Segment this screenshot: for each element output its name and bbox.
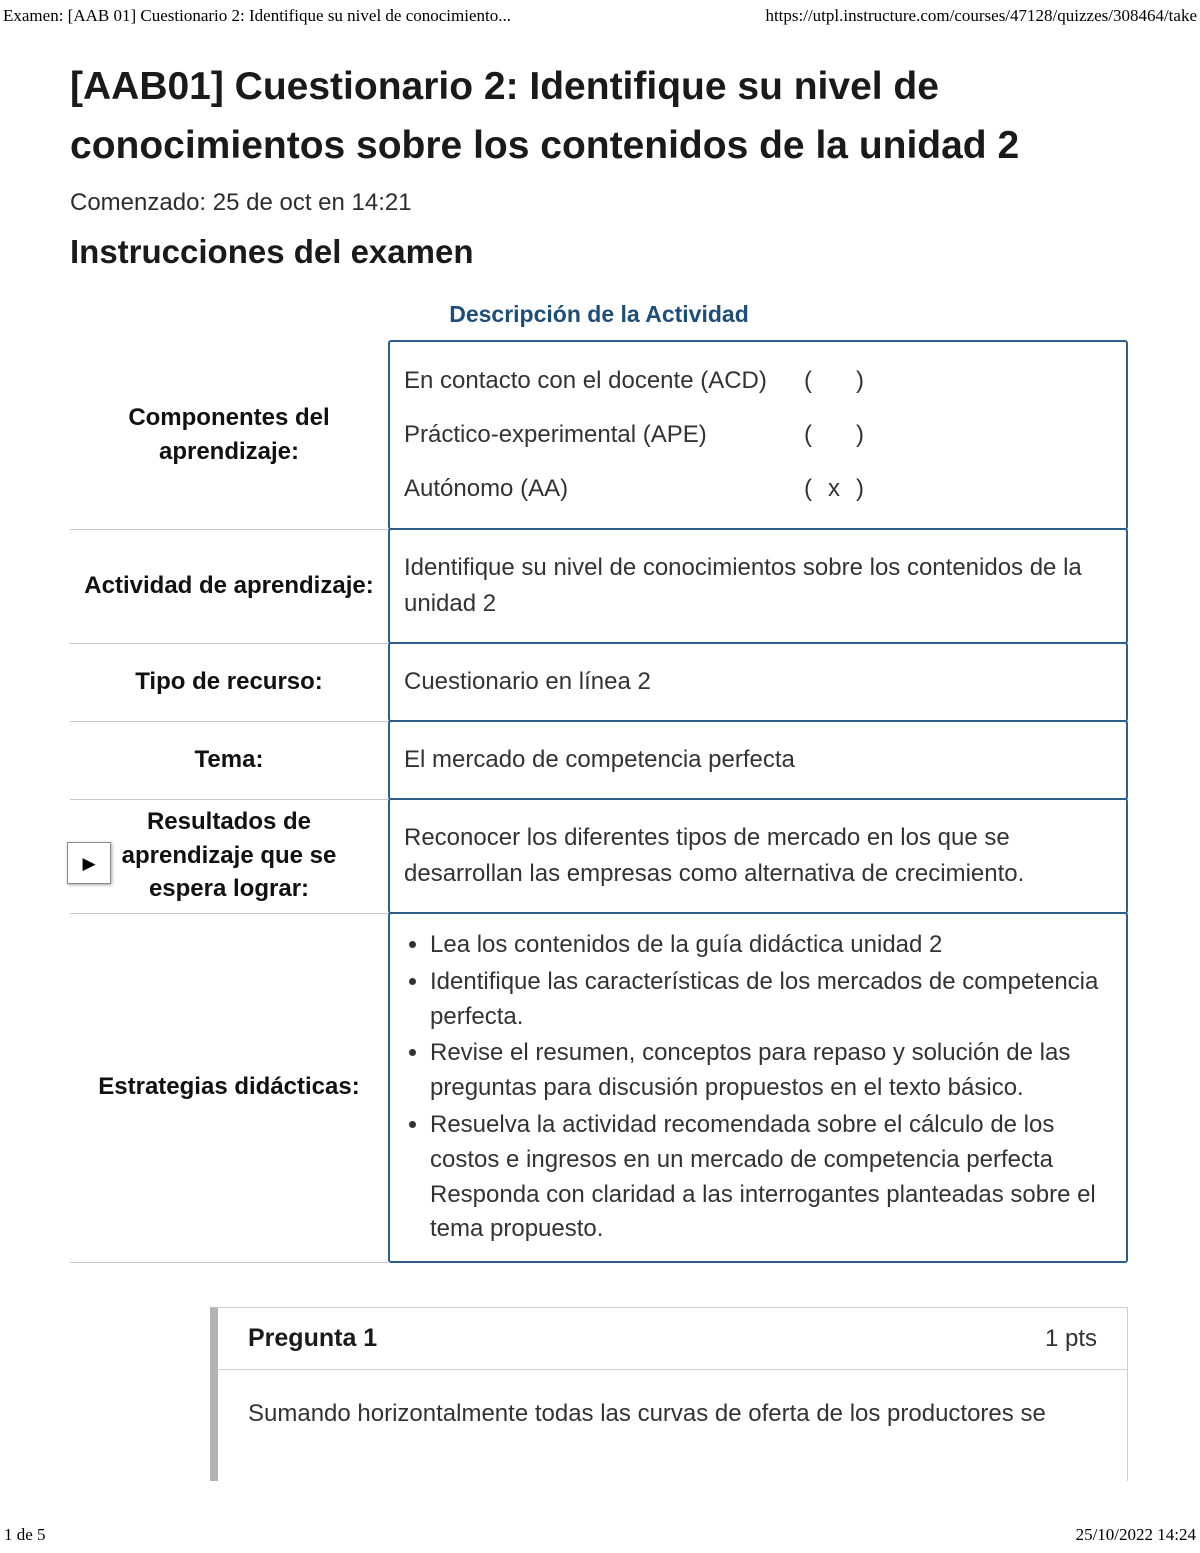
strategies-list: [404, 928, 1106, 1247]
table-row-activity: [70, 528, 1128, 644]
print-timestamp: 25/10/2022 14:24: [1075, 1525, 1196, 1544]
row-value-strategies: [388, 912, 1128, 1263]
row-label-activity: Actividad de aprendizaje:: [70, 528, 388, 644]
row-label-components: Componentes del aprendizaje:: [70, 340, 388, 530]
paren-open: (: [804, 421, 812, 448]
play-icon: ▶: [82, 853, 96, 873]
question-text: Sumando horizontalmente todas las curvas de oferta de los productores se: [248, 1400, 1046, 1428]
row-value-resource: Cuestionario en línea 2: [388, 642, 1128, 722]
table-row-outcomes: [70, 798, 1128, 914]
paren-close: ): [856, 367, 864, 394]
print-header-title: Examen: [AAB 01] Cuestionario 2: Identifique su nivel de conocimiento...: [3, 6, 511, 25]
print-header-url: https://utpl.instructure.com/courses/47128/quizzes/308464/take: [765, 6, 1197, 25]
print-header: [0, 6, 1200, 26]
activity-table-title: Descripción de la Actividad: [449, 301, 749, 327]
instructions-heading: Instrucciones del examen: [70, 233, 474, 270]
question-title: Pregunta 1: [248, 1324, 378, 1353]
video-play-button[interactable]: [67, 842, 111, 884]
question-points: 1 pts: [1044, 1324, 1097, 1352]
row-value-components: [388, 340, 1128, 530]
paren-open: (: [804, 367, 812, 394]
component-mark: x: [828, 475, 840, 502]
table-row-resource: [70, 642, 1128, 722]
row-label-strategies: Estrategias didácticas:: [70, 912, 388, 1263]
row-value-topic: El mercado de competencia perfecta: [388, 720, 1128, 800]
activity-description-table: [70, 340, 1128, 1263]
component-line: [404, 354, 1106, 408]
strategy-item: • Lea los contenidos de la guía didáctica unidad 2: [430, 928, 1106, 963]
table-row-components: [70, 340, 1128, 530]
strategy-item: • Resuelva la actividad recomendada sobre el cálculo de los costos e ingresos en un mercado de competencia perfecta Responda con claridad a las interrogantes planteadas sobre el tema propuesto.: [430, 1108, 1106, 1247]
print-footer: [0, 1525, 1200, 1545]
paren-close: ): [856, 421, 864, 448]
row-value-activity: Identifique su nivel de conocimientos sobre los contenidos de la unidad 2: [388, 528, 1128, 644]
exam-title: [AAB01] Cuestionario 2: Identifique su nivel de conocimientos sobre los contenidos de la unidad 2: [70, 65, 1020, 167]
paren-open: (: [804, 475, 812, 502]
page-number: 1 de 5: [4, 1525, 46, 1544]
component-label: En contacto con el docente (ACD): [404, 367, 767, 394]
table-row-topic: [70, 720, 1128, 800]
strategy-item: • Revise el resumen, conceptos para repaso y solución de las preguntas para discusión propuestos en el texto básico.: [430, 1036, 1106, 1106]
question-card: [210, 1307, 1128, 1481]
strategy-item: • Identifique las características de los mercados de competencia perfecta.: [430, 965, 1106, 1035]
component-checkbox: [804, 363, 864, 399]
quiz-started-timestamp: Comenzado: 25 de oct en 14:21: [70, 189, 412, 216]
row-label-topic: Tema:: [70, 720, 388, 800]
question-header: [218, 1308, 1127, 1370]
row-label-resource: Tipo de recurso:: [70, 642, 388, 722]
component-line: [404, 462, 1106, 516]
paren-close: ): [856, 475, 864, 502]
table-row-strategies: [70, 912, 1128, 1263]
component-checkbox: [804, 417, 864, 453]
row-value-outcomes: Reconocer los diferentes tipos de mercado en los que se desarrollan las empresas como alternativa de crecimiento.: [388, 798, 1128, 914]
component-line: [404, 408, 1106, 462]
row-label-outcomes-text: Resultados de aprendizaje que se espera lograr:: [121, 808, 337, 903]
component-label: Práctico-experimental (APE): [404, 421, 707, 448]
row-label-outcomes: [70, 798, 388, 914]
component-checkbox: [804, 471, 864, 507]
component-label: Autónomo (AA): [404, 475, 569, 502]
